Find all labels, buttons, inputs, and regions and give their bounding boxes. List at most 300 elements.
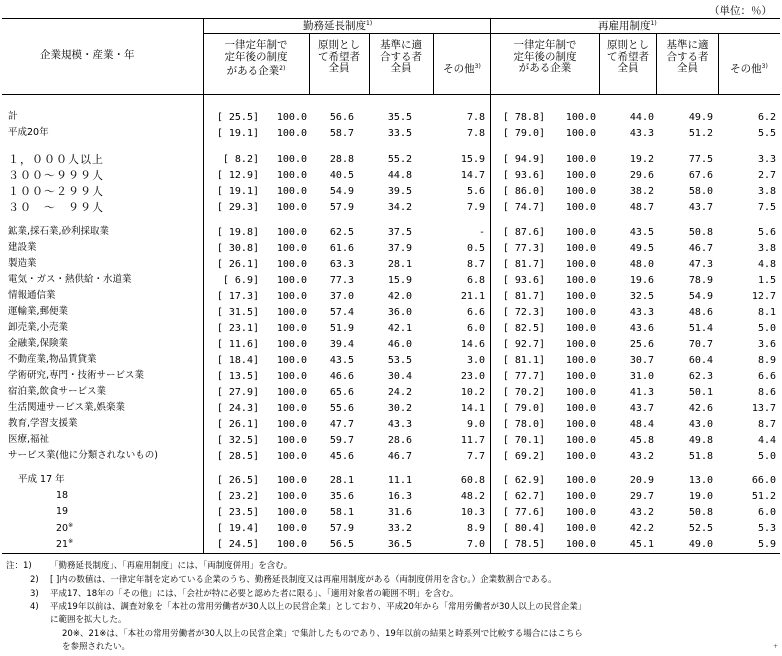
table-cell: 100.0 xyxy=(276,154,307,165)
table-cell: 13.7 xyxy=(751,403,776,414)
table-cell: 6.0 xyxy=(757,507,776,518)
table-cell: [ 94.9] xyxy=(502,154,545,165)
table-cell: [ 23.1] xyxy=(216,323,259,334)
table-cell: [ 32.5] xyxy=(216,435,259,446)
table-cell: 37.5 xyxy=(387,227,412,238)
table-cell: 28.6 xyxy=(387,435,412,446)
table-cell: 8.7 xyxy=(466,259,485,270)
row-label: １００～２９９人 xyxy=(8,185,104,198)
table-cell: 3.0 xyxy=(466,355,485,366)
row-label: 21※ xyxy=(56,538,74,550)
table-cell: 43.7 xyxy=(629,403,654,414)
table-cell: [ 70.1] xyxy=(502,435,545,446)
table-cell: 6.6 xyxy=(757,371,776,382)
table-cell: [ 72.3] xyxy=(502,307,545,318)
table-cell: 10.2 xyxy=(460,387,485,398)
column-header-5: 一律定年制で 定年後の制度 がある企業 xyxy=(513,39,577,74)
row-label: 平成 17 年 xyxy=(18,474,65,485)
table-cell: 28.1 xyxy=(387,259,412,270)
table-cell: 3.8 xyxy=(757,186,776,197)
table-cell: 100.0 xyxy=(276,307,307,318)
table-cell: 100.0 xyxy=(276,186,307,197)
table-cell: 55.2 xyxy=(387,154,412,165)
table-cell: 46.0 xyxy=(387,339,412,350)
table-cell: 100.0 xyxy=(276,202,307,213)
table-cell: [ 82.5] xyxy=(502,323,545,334)
table-cell: [ 13.5] xyxy=(216,371,259,382)
table-cell: [ 26.5] xyxy=(216,475,259,486)
note-text: 「勤務延長制度」、「再雇用制度」には、「両制度併用」を含む。 xyxy=(50,561,293,571)
table-cell: 100.0 xyxy=(276,387,307,398)
table-cell: 5.0 xyxy=(757,323,776,334)
table-cell: [ 77.7] xyxy=(502,371,545,382)
table-cell: 7.8 xyxy=(466,128,485,139)
table-cell: 100.0 xyxy=(276,355,307,366)
row-label: 平成20年 xyxy=(8,127,49,138)
row-label: 20※ xyxy=(56,522,74,534)
table-cell: 46.6 xyxy=(329,371,354,382)
table-cell: [ 81.7] xyxy=(502,259,545,270)
table-cell: 66.0 xyxy=(751,475,776,486)
table-cell: 51.8 xyxy=(688,451,713,462)
table-cell: 100.0 xyxy=(276,275,307,286)
table-cell: 56.5 xyxy=(329,539,354,550)
table-cell: 44.0 xyxy=(629,112,654,123)
table-cell: 77.5 xyxy=(688,154,713,165)
table-cell: 58.7 xyxy=(329,128,354,139)
table-cell: 4.8 xyxy=(757,259,776,270)
table-cell: 100.0 xyxy=(565,475,596,486)
table-cell: 100.0 xyxy=(276,128,307,139)
table-cell: 6.0 xyxy=(466,323,485,334)
table-cell: 31.6 xyxy=(387,507,412,518)
table-cell: [ 69.2] xyxy=(502,451,545,462)
table-cell: 6.6 xyxy=(466,307,485,318)
table-cell: 31.0 xyxy=(629,371,654,382)
table-cell: 61.6 xyxy=(329,243,354,254)
table-cell: 3.8 xyxy=(757,243,776,254)
note-mark: 3) xyxy=(30,589,39,599)
row-label: 情報通信業 xyxy=(8,290,56,301)
table-cell: 35.5 xyxy=(387,112,412,123)
column-header-3: 基準に適 合する者 全員 xyxy=(380,39,422,74)
row-label: 卸売業,小売業 xyxy=(8,322,69,333)
note-text: 平成17、18年の「その他」には、「会社が特に必要と認めた者に限る」、「適用対象者の範囲不明」を含む。 xyxy=(50,589,459,599)
table-cell: 100.0 xyxy=(276,451,307,462)
table-cell: [ 78.8] xyxy=(502,112,545,123)
column-header-7: 基準に適 合する者 全員 xyxy=(666,39,709,74)
table-cell: 100.0 xyxy=(276,475,307,486)
table-cell: 50.8 xyxy=(688,227,713,238)
table-cell: 1.5 xyxy=(757,275,776,286)
table-cell: [ 81.1] xyxy=(502,355,545,366)
row-label: ３０ ～ ９９人 xyxy=(8,201,104,214)
table-cell: 8.1 xyxy=(757,307,776,318)
column-header-2: 原則とし て希望者 全員 xyxy=(318,39,360,74)
table-cell: 42.6 xyxy=(688,403,713,414)
table-cell: 100.0 xyxy=(565,275,596,286)
table-cell: 38.2 xyxy=(629,186,654,197)
row-label: ３００～９９９人 xyxy=(8,169,104,182)
table-cell: [ 19.8] xyxy=(216,227,259,238)
table-cell: 8.7 xyxy=(757,419,776,430)
table-cell: 6.2 xyxy=(757,112,776,123)
table-cell: 47.7 xyxy=(329,419,354,430)
table-cell: 5.9 xyxy=(757,539,776,550)
table-cell: 23.0 xyxy=(460,371,485,382)
table-cell: 33.2 xyxy=(387,523,412,534)
table-cell: [ 92.7] xyxy=(502,339,545,350)
table-cell: 10.3 xyxy=(460,507,485,518)
table-cell: 7.7 xyxy=(466,451,485,462)
table-cell: 62.3 xyxy=(688,371,713,382)
table-cell: [ 23.2] xyxy=(216,491,259,502)
table-cell: 5.3 xyxy=(757,523,776,534)
table-cell: [ 79.0] xyxy=(502,128,545,139)
table-cell: 8.9 xyxy=(466,523,485,534)
table-cell: 3.6 xyxy=(757,339,776,350)
table-cell: 100.0 xyxy=(276,259,307,270)
row-label: 生活関連サービス業,娯楽業 xyxy=(8,402,126,413)
table-cell: 16.3 xyxy=(387,491,412,502)
table-cell: 100.0 xyxy=(565,371,596,382)
table-cell: 51.4 xyxy=(688,323,713,334)
table-cell: 100.0 xyxy=(276,435,307,446)
table-cell: 21.1 xyxy=(460,291,485,302)
table-cell: [ 8.2] xyxy=(222,154,259,165)
table-cell: [ 80.4] xyxy=(502,523,545,534)
row-label: 電気・ガス・熱供給・水道業 xyxy=(8,274,132,285)
table-cell: 4.4 xyxy=(757,435,776,446)
table-cell: 100.0 xyxy=(565,227,596,238)
table-cell: [ 26.1] xyxy=(216,419,259,430)
table-cell: 7.8 xyxy=(466,112,485,123)
row-label: 医療,福祉 xyxy=(8,434,50,445)
table-cell: 28.8 xyxy=(329,154,354,165)
column-header-1: 一律定年制で 定年後の制度 がある企業$^{2)}$ xyxy=(224,39,288,77)
table-cell: 0.5 xyxy=(466,243,485,254)
table-cell: 100.0 xyxy=(565,403,596,414)
table-cell: 11.7 xyxy=(460,435,485,446)
table-cell: 100.0 xyxy=(276,227,307,238)
table-cell: 30.2 xyxy=(387,403,412,414)
table-cell: [ 70.2] xyxy=(502,387,545,398)
table-cell: 77.3 xyxy=(329,275,354,286)
table-cell: 7.9 xyxy=(466,202,485,213)
row-label: 不動産業,物品賃貸業 xyxy=(8,354,97,365)
table-cell: 15.9 xyxy=(387,275,412,286)
table-cell: 41.3 xyxy=(629,387,654,398)
table-cell: 100.0 xyxy=(565,507,596,518)
group-header-reemployment: 再雇用制度$^{1)}$ xyxy=(598,20,657,32)
table-cell: 53.5 xyxy=(387,355,412,366)
table-cell: 100.0 xyxy=(565,339,596,350)
table-cell: 100.0 xyxy=(276,339,307,350)
table-cell: 43.6 xyxy=(629,323,654,334)
table-cell: 100.0 xyxy=(565,170,596,181)
table-cell: 100.0 xyxy=(276,523,307,534)
table-cell: 43.2 xyxy=(629,451,654,462)
table-cell: 20.9 xyxy=(629,475,654,486)
table-cell: 33.5 xyxy=(387,128,412,139)
table-cell: 28.1 xyxy=(329,475,354,486)
table-cell: 100.0 xyxy=(565,307,596,318)
table-cell: 100.0 xyxy=(565,186,596,197)
note-mark: 4) xyxy=(30,602,39,612)
table-cell: 48.6 xyxy=(688,307,713,318)
table-cell: 58.1 xyxy=(329,507,354,518)
table-cell: [ 62.7] xyxy=(502,491,545,502)
table-cell: 63.3 xyxy=(329,259,354,270)
row-label: 運輸業,郵便業 xyxy=(8,306,69,317)
table-cell: 14.6 xyxy=(460,339,485,350)
table-cell: [ 31.5] xyxy=(216,307,259,318)
table-cell: 34.2 xyxy=(387,202,412,213)
table-cell: 100.0 xyxy=(565,259,596,270)
table-cell: [ 93.6] xyxy=(502,170,545,181)
table-cell: 50.1 xyxy=(688,387,713,398)
table-cell: 100.0 xyxy=(276,323,307,334)
table-cell: [ 77.3] xyxy=(502,243,545,254)
table-cell: 100.0 xyxy=(276,507,307,518)
table-cell: 100.0 xyxy=(565,355,596,366)
table-cell: 100.0 xyxy=(276,491,307,502)
table-cell: 36.0 xyxy=(387,307,412,318)
table-cell: 39.4 xyxy=(329,339,354,350)
table-cell: 49.8 xyxy=(688,435,713,446)
table-cell: 3.3 xyxy=(757,154,776,165)
table-cell: 35.6 xyxy=(329,491,354,502)
table-cell: [ 79.0] xyxy=(502,403,545,414)
table-cell: 48.7 xyxy=(629,202,654,213)
table-cell: [ 87.6] xyxy=(502,227,545,238)
table-cell: 37.0 xyxy=(329,291,354,302)
table-cell: 43.3 xyxy=(629,307,654,318)
table-cell: 42.0 xyxy=(387,291,412,302)
table-cell: 9.0 xyxy=(466,419,485,430)
table-cell: 19.0 xyxy=(688,491,713,502)
table-cell: 100.0 xyxy=(565,539,596,550)
row-label: 教育,学習支援業 xyxy=(8,418,78,429)
row-label: 学術研究,専門・技術サービス業 xyxy=(8,370,145,381)
table-cell: 100.0 xyxy=(276,170,307,181)
table-cell: 62.5 xyxy=(329,227,354,238)
table-cell: 6.8 xyxy=(466,275,485,286)
note-text: [ ]内の数値は、一律定年制を定めている企業のうち、勤務延長制度又は再雇用制度がある（両制度併用を含む。）企業数割合である。 xyxy=(50,575,557,585)
table-cell: 46.7 xyxy=(387,451,412,462)
row-label: 鉱業,採石業,砂利採取業 xyxy=(8,226,110,237)
table-cell: 8.9 xyxy=(757,355,776,366)
table-cell: 11.1 xyxy=(387,475,412,486)
table-cell: [ 81.7] xyxy=(502,291,545,302)
table-cell: 60.8 xyxy=(460,475,485,486)
table-cell: 100.0 xyxy=(565,154,596,165)
note-text: 20※、21※は、「本社の常用労働者が30人以上の民営企業」で集計したものであり、19年以前の結果と時系列で比較する場合にはこちら xyxy=(62,629,583,639)
row-label: サービス業(他に分類されないもの) xyxy=(8,450,158,461)
table-cell: 100.0 xyxy=(276,291,307,302)
group-header-extension: 勤務延長制度$^{1)}$ xyxy=(303,20,373,32)
table-cell: 100.0 xyxy=(565,291,596,302)
table-cell: 43.3 xyxy=(629,128,654,139)
row-label: 19 xyxy=(56,506,69,517)
table-cell: [ 11.6] xyxy=(216,339,259,350)
table-cell: [ 25.5] xyxy=(216,112,259,123)
table-cell: 100.0 xyxy=(565,202,596,213)
table-cell: 47.3 xyxy=(688,259,713,270)
table-cell: 45.6 xyxy=(329,451,354,462)
row-label: 建設業 xyxy=(8,242,37,253)
row-label: 製造業 xyxy=(8,258,37,269)
table-cell: 100.0 xyxy=(565,112,596,123)
table-cell: 57.4 xyxy=(329,307,354,318)
table-cell: 48.0 xyxy=(629,259,654,270)
table-cell: 100.0 xyxy=(276,419,307,430)
table-cell: 45.8 xyxy=(629,435,654,446)
table-cell: 57.9 xyxy=(329,523,354,534)
table-cell: [ 93.6] xyxy=(502,275,545,286)
column-header-4: その他$^{3)}$ xyxy=(443,63,481,75)
table-cell: 40.5 xyxy=(329,170,354,181)
table-cell: 67.6 xyxy=(688,170,713,181)
table-cell: 29.6 xyxy=(629,170,654,181)
note-text: を参照されたい。 xyxy=(62,642,131,652)
table-cell: 42.1 xyxy=(387,323,412,334)
table-cell: 100.0 xyxy=(276,243,307,254)
table-cell: 45.1 xyxy=(629,539,654,550)
table-cell: [ 19.1] xyxy=(216,128,259,139)
table-cell: 15.9 xyxy=(460,154,485,165)
row-label: 計 xyxy=(8,111,18,122)
table-cell: 51.2 xyxy=(751,491,776,502)
table-cell: 52.5 xyxy=(688,523,713,534)
row-label: 宿泊業,飲食サービス業 xyxy=(8,386,107,397)
table-cell: 7.5 xyxy=(757,202,776,213)
corner-mark: + xyxy=(772,643,778,650)
table-cell: 54.9 xyxy=(329,186,354,197)
table-cell: [ 26.1] xyxy=(216,259,259,270)
table-cell: 54.9 xyxy=(688,291,713,302)
table-cell: 43.5 xyxy=(629,227,654,238)
table-cell: [ 27.9] xyxy=(216,387,259,398)
table-cell: [ 78.5] xyxy=(502,539,545,550)
row-label: 金融業,保険業 xyxy=(8,338,69,349)
table-cell: 43.0 xyxy=(688,419,713,430)
table-cell: [ 28.5] xyxy=(216,451,259,462)
table-cell: 100.0 xyxy=(565,387,596,398)
table-cell: 100.0 xyxy=(565,323,596,334)
table-cell: 100.0 xyxy=(276,112,307,123)
table-cell: 37.9 xyxy=(387,243,412,254)
table-cell: 43.2 xyxy=(629,507,654,518)
table-cell: 100.0 xyxy=(565,523,596,534)
table-cell: [ 23.5] xyxy=(216,507,259,518)
note-mark: 注：1) xyxy=(6,561,32,571)
table-cell: [ 6.9] xyxy=(222,275,259,286)
table-cell: 51.2 xyxy=(688,128,713,139)
table-cell: 56.6 xyxy=(329,112,354,123)
table-cell: [ 19.4] xyxy=(216,523,259,534)
table-cell: 65.6 xyxy=(329,387,354,398)
table-cell: [ 74.7] xyxy=(502,202,545,213)
table-cell: 5.6 xyxy=(757,227,776,238)
table-cell: 12.7 xyxy=(751,291,776,302)
table-cell: 100.0 xyxy=(565,128,596,139)
column-header-6: 原則とし て希望者 全員 xyxy=(607,39,649,74)
table-cell: 39.5 xyxy=(387,186,412,197)
table-cell: 100.0 xyxy=(565,451,596,462)
table-cell: 60.4 xyxy=(688,355,713,366)
table-cell: 55.6 xyxy=(329,403,354,414)
table-cell: 59.7 xyxy=(329,435,354,446)
row-header-label: 企業規模・産業・年 xyxy=(40,49,135,61)
table-cell: 19.6 xyxy=(629,275,654,286)
table-cell: 44.8 xyxy=(387,170,412,181)
table-cell: 2.7 xyxy=(757,170,776,181)
table-cell: 51.9 xyxy=(329,323,354,334)
table-cell: 49.5 xyxy=(629,243,654,254)
table-cell: [ 62.9] xyxy=(502,475,545,486)
unit-label: （単位：％） xyxy=(709,5,772,17)
table-cell: 36.5 xyxy=(387,539,412,550)
table-cell: 58.0 xyxy=(688,186,713,197)
table-cell: 49.9 xyxy=(688,112,713,123)
table-cell: 13.0 xyxy=(688,475,713,486)
table-cell: [ 12.9] xyxy=(216,170,259,181)
table-cell: [ 77.6] xyxy=(502,507,545,518)
table-cell: [ 86.0] xyxy=(502,186,545,197)
table-cell: 46.7 xyxy=(688,243,713,254)
note-mark: 2) xyxy=(30,575,39,585)
table-cell: 100.0 xyxy=(276,371,307,382)
table-cell: 70.7 xyxy=(688,339,713,350)
table-cell: 43.7 xyxy=(688,202,713,213)
table-cell: 100.0 xyxy=(565,491,596,502)
table-cell: 29.7 xyxy=(629,491,654,502)
table-cell: [ 30.8] xyxy=(216,243,259,254)
table-cell: 48.4 xyxy=(629,419,654,430)
note-text: 平成19年以前は、調査対象を「本社の常用労働者が30人以上の民営企業」としており、平成20年から「常用労働者が30人以上の民営企業」 xyxy=(50,602,587,612)
table-cell: 50.8 xyxy=(688,507,713,518)
table-cell: 57.9 xyxy=(329,202,354,213)
table-cell: 14.1 xyxy=(460,403,485,414)
table-cell: 48.2 xyxy=(460,491,485,502)
table-cell: 100.0 xyxy=(565,435,596,446)
table-cell: [ 78.0] xyxy=(502,419,545,430)
table-cell: 32.5 xyxy=(629,291,654,302)
table-cell: 5.0 xyxy=(757,451,776,462)
table-cell: [ 17.3] xyxy=(216,291,259,302)
table-cell: 8.6 xyxy=(757,387,776,398)
table-cell: 30.4 xyxy=(387,371,412,382)
table-cell: 42.2 xyxy=(629,523,654,534)
table-cell: 100.0 xyxy=(276,403,307,414)
table-cell: 7.0 xyxy=(466,539,485,550)
table-cell: [ 24.3] xyxy=(216,403,259,414)
table-cell: 5.5 xyxy=(757,128,776,139)
table-cell: - xyxy=(478,227,485,238)
table-cell: [ 19.1] xyxy=(216,186,259,197)
table-cell: [ 24.5] xyxy=(216,539,259,550)
column-header-8: その他$^{3)}$ xyxy=(730,63,768,75)
table-cell: 14.7 xyxy=(460,170,485,181)
table-cell: 78.9 xyxy=(688,275,713,286)
note-text: に範囲を拡大した。 xyxy=(50,615,127,625)
table-cell: 30.7 xyxy=(629,355,654,366)
table-cell: 43.3 xyxy=(387,419,412,430)
table-cell: 24.2 xyxy=(387,387,412,398)
table-cell: 43.5 xyxy=(329,355,354,366)
row-label: １，０００人以上 xyxy=(8,153,104,166)
